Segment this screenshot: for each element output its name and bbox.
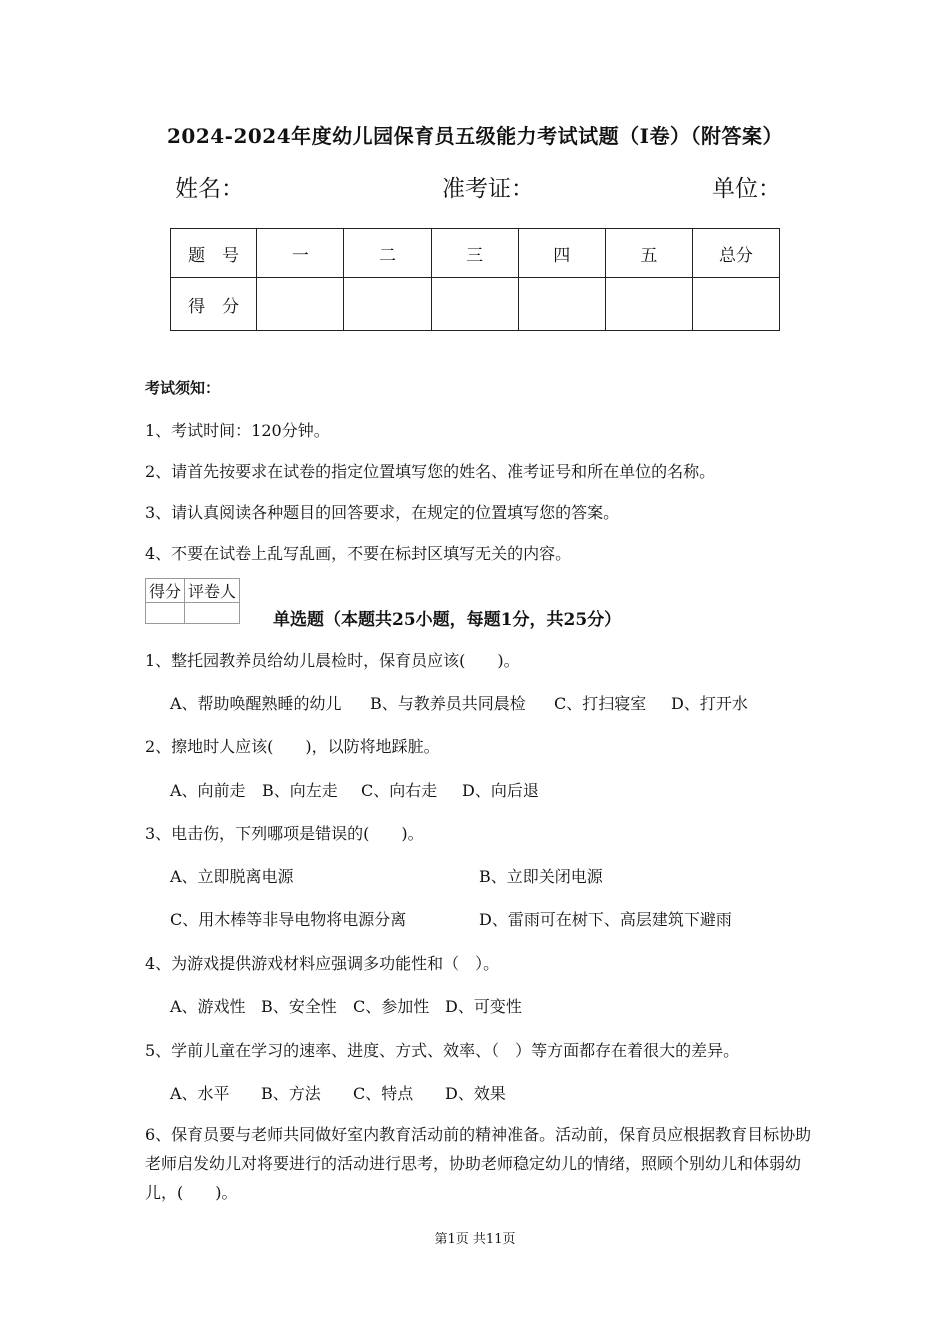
score-table-cell: 一 — [257, 229, 344, 278]
option: B、立即关闭电源 — [479, 867, 603, 886]
page-title: 2024-2024年度幼儿园保育员五级能力考试试题（I卷）（附答案） — [167, 124, 783, 148]
page-footer: 第1页 共11页 — [434, 1232, 516, 1247]
score-input-cell[interactable] — [692, 278, 779, 331]
question-stem: 5、学前儿童在学习的速率、进度、方式、效率、（ ）等方面都存在着很大的差异。 — [145, 1041, 740, 1060]
name-label: 姓名： — [175, 176, 244, 202]
option: C、用木棒等非导电物将电源分离 — [170, 910, 407, 929]
option: B、向左走 — [262, 781, 338, 800]
score-table-score-row — [171, 278, 780, 331]
score-input-cell[interactable] — [431, 278, 518, 331]
notice-title: 考试须知： — [145, 379, 221, 397]
notice-item: 4、不要在试卷上乱写乱画，不要在标封区填写无关的内容。 — [145, 544, 572, 563]
score-input-cell[interactable] — [605, 278, 692, 331]
notice-item: 2、请首先按要求在试卷的指定位置填写您的姓名、准考证号和所在单位的名称。 — [145, 462, 716, 481]
question-stem: 2、擦地时人应该( )，以防将地踩脏。 — [145, 737, 440, 756]
option: B、与教养员共同晨检 — [370, 694, 526, 713]
option: A、水平 — [170, 1084, 230, 1103]
question-stem: 3、电击伤，下列哪项是错误的( )。 — [145, 824, 424, 843]
score-table-cell: 二 — [344, 229, 431, 278]
option: D、向后退 — [462, 781, 539, 800]
score-table-cell: 四 — [518, 229, 605, 278]
option: C、参加性 — [353, 997, 430, 1016]
option: A、立即脱离电源 — [170, 867, 294, 886]
exam-id-label: 准考证： — [442, 176, 534, 202]
notice-item: 3、请认真阅读各种题目的回答要求，在规定的位置填写您的答案。 — [145, 503, 620, 522]
option: D、可变性 — [445, 997, 522, 1016]
option: C、向右走 — [361, 781, 438, 800]
option: B、方法 — [261, 1084, 321, 1103]
question-stem: 6、保育员要与老师共同做好室内教育活动前的精神准备。活动前，保育员应根据教育目标协助老师启发幼儿对将要进行的活动进行思考，协助老师稳定幼儿的情绪，照顾个别幼儿和体弱幼儿，( )。 — [145, 1125, 812, 1202]
option: A、游戏性 — [170, 997, 246, 1016]
grader-score-input[interactable] — [146, 603, 185, 624]
unit-label: 单位： — [712, 176, 781, 202]
grader-box — [145, 578, 240, 624]
score-table-cell: 五 — [605, 229, 692, 278]
score-input-cell[interactable] — [344, 278, 431, 331]
score-table — [170, 228, 780, 331]
question-stem: 4、为游戏提供游戏材料应强调多功能性和（ ）。 — [145, 954, 500, 973]
notice-item: 1、考试时间：120分钟。 — [145, 421, 330, 440]
question-stem: 1、整托园教养员给幼儿晨检时，保育员应该( )。 — [145, 651, 520, 670]
option: A、帮助唤醒熟睡的幼儿 — [170, 694, 342, 713]
score-table-cell: 三 — [431, 229, 518, 278]
option: A、向前走 — [170, 781, 246, 800]
score-table-cell: 题 号 — [171, 229, 257, 278]
option: B、安全性 — [261, 997, 337, 1016]
grader-score-label: 得分 — [146, 579, 185, 603]
score-table-header-row — [171, 229, 780, 278]
option: C、特点 — [353, 1084, 414, 1103]
option: D、打开水 — [671, 694, 748, 713]
score-input-cell[interactable] — [518, 278, 605, 331]
grader-name-label: 评卷人 — [185, 579, 240, 603]
section-title: 单选题（本题共25小题，每题1分，共25分） — [273, 610, 622, 630]
grader-name-input[interactable] — [185, 603, 240, 624]
option: D、效果 — [445, 1084, 506, 1103]
score-input-cell[interactable] — [257, 278, 344, 331]
score-table-cell: 得 分 — [171, 278, 257, 331]
option: D、雷雨可在树下、高层建筑下避雨 — [479, 910, 732, 929]
score-table-cell: 总分 — [692, 229, 779, 278]
option: C、打扫寝室 — [554, 694, 647, 713]
